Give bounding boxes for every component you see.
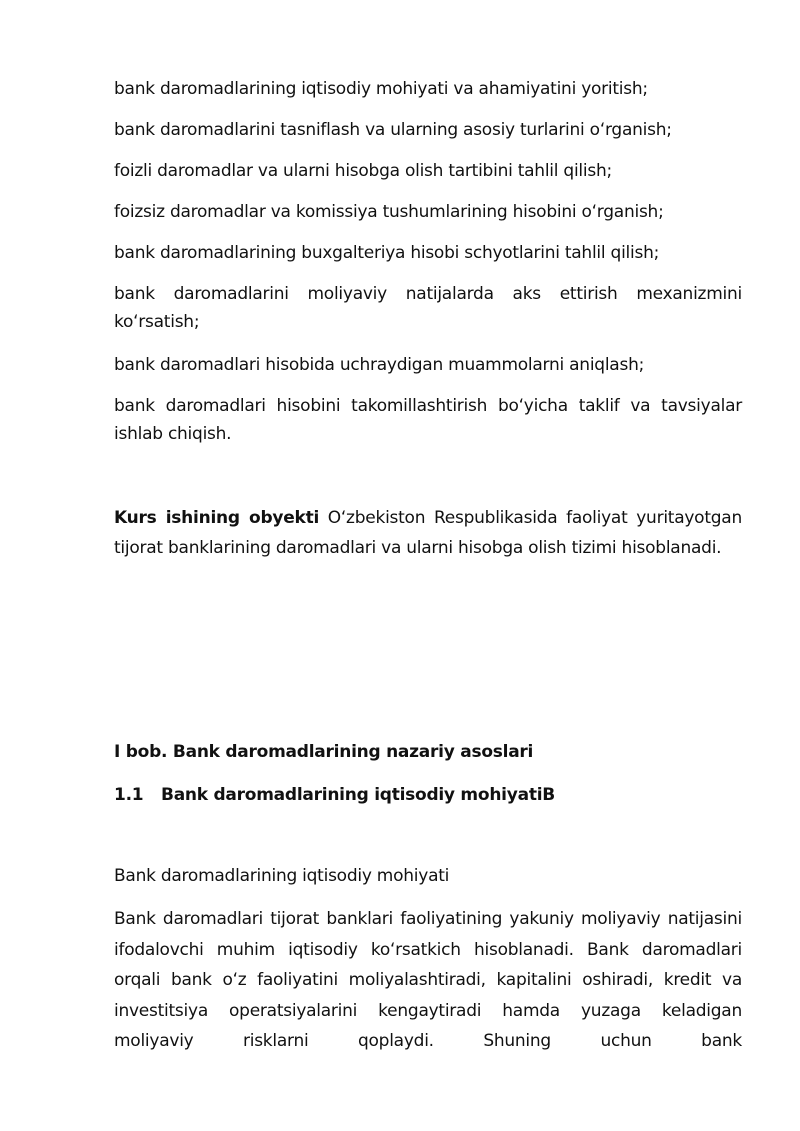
task-item: foizsiz daromadlar va komissiya tushumlarining hisobini oʻrganish; — [114, 202, 664, 222]
task-item: bank daromadlari hisobini takomillashtirish boʻyicha taklif va tavsiyalar ishlab chiqish. — [114, 396, 742, 444]
object-text: Oʻzbekiston Respublikasida faoliyat yuritayotgan tijorat banklarining daromadlari va ularni hisobga olish tizimi hisoblanadi. — [114, 508, 742, 558]
body-paragraph: Bank daromadlari tijorat banklari faoliyatining yakuniy moliyaviy natijasini ifodalovchi muhim iqtisodiy koʻrsatkich hisoblanadi. Bank daromadlari orqali bank oʻz faoliyatini moliyalashtiradi, kapitalini oshiradi, kredit va investitsiya operatsiyalarini kengaytiradi hamda yuzaga keladigan moliyaviy risklarni qoplaydi. Shuning uchun bank — [114, 909, 742, 1051]
section-number: 1.1 — [114, 785, 144, 805]
object-paragraph — [114, 503, 742, 563]
chapter-heading: I bob. Bank daromadlarining nazariy asoslari — [114, 742, 534, 762]
task-item: bank daromadlari hisobida uchraydigan muammolarni aniqlash; — [114, 355, 645, 375]
section-title: Bank daromadlarining iqtisodiy mohiyatiB — [161, 785, 555, 805]
section-heading — [114, 781, 742, 809]
task-item: bank daromadlarining buxgalteriya hisobi schyotlarini tahlil qilish; — [114, 243, 660, 263]
task-item: foizli daromadlar va ularni hisobga olish tartibini tahlil qilish; — [114, 161, 612, 181]
object-lead: Kurs ishining obyekti — [114, 508, 320, 528]
subheading: Bank daromadlarining iqtisodiy mohiyati — [114, 866, 450, 886]
task-item: bank daromadlarining iqtisodiy mohiyati va ahamiyatini yoritish; — [114, 79, 648, 99]
task-item: bank daromadlarini tasniflash va ularning asosiy turlarini oʻrganish; — [114, 120, 672, 140]
task-item: bank daromadlarini moliyaviy natijalarda aks ettirish mexanizmini koʻrsatish; — [114, 284, 742, 332]
